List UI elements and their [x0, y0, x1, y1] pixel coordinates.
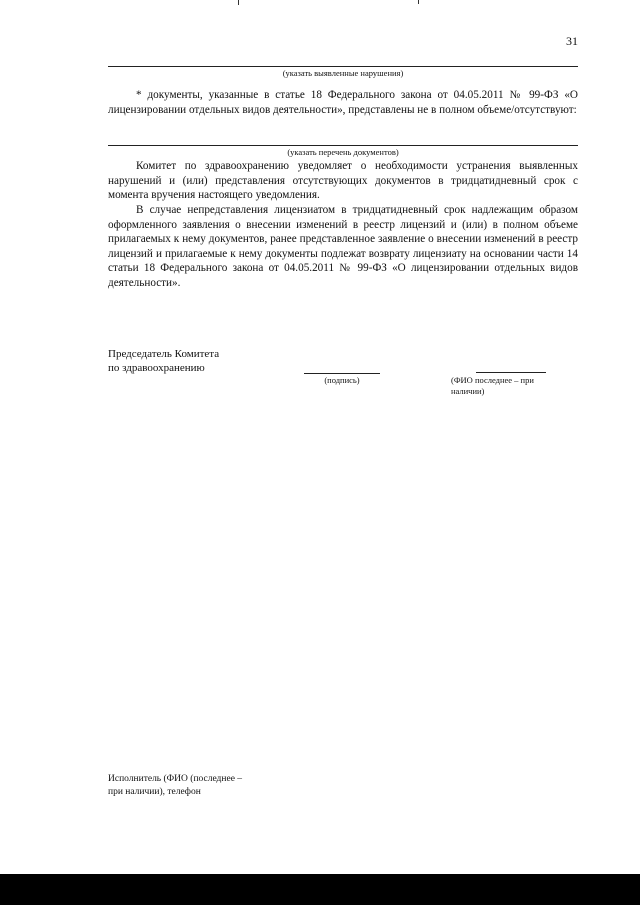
executor-info [108, 773, 278, 799]
return-paragraph: В случае непредставления лицензиатом в тридцатидневный срок надлежащим образом оформленного заявления о внесении изменений в реестр лицензий и (или) в полном объеме прилагаемых к нему документов, ранее представленное заявление о внесении изменений в реестр лицензий и прилагаемые к нему документы подлежат возврату лицензиату на основании части 14 статьи 18 Федерального закона от 04.05.2011 № 99-ФЗ «О лицензировании отдельных видов деятельности». [108, 204, 578, 289]
violations-caption: (указать выявленные нарушения) [282, 68, 404, 78]
scan-top-mark [418, 0, 419, 4]
executor-line2: при наличии), телефон [108, 787, 201, 797]
executor-line1: Исполнитель (ФИО (последнее – [108, 774, 243, 784]
scan-bottom-bar [0, 874, 640, 905]
signatory-title-line2: по здравоохранению [108, 362, 205, 374]
signatory-title [108, 347, 308, 375]
documents-paragraph: * документы, указанные в статье 18 Федерального закона от 04.05.2011 № 99-ФЗ «О лицензировании отдельных видов деятельности», представлены не в полном объеме/отсутствуют: [108, 89, 578, 116]
name-caption: (ФИО последнее – при наличии) [451, 375, 534, 396]
documents-line [108, 145, 578, 146]
page-number: 31 [566, 34, 578, 48]
documents-caption: (указать перечень документов) [287, 147, 399, 157]
notice-paragraph: Комитет по здравоохранению уведомляет о необходимости устранения выявленных нарушений и (или) представления отсутствующих документов в тридцатидневный срок с момента вручения настоящего уведомления. [108, 160, 578, 202]
signature-line [304, 373, 380, 374]
violations-line [108, 66, 578, 67]
signatory-title-line1: Председатель Комитета [108, 348, 220, 360]
name-line [476, 372, 546, 373]
signature-caption: (подпись) [324, 375, 360, 385]
scan-top-mark [238, 0, 239, 5]
